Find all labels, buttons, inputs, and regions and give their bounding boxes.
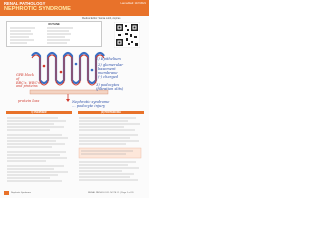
outline-lines — [7, 26, 101, 46]
overview-text-lines — [6, 116, 72, 190]
header-date: Last edited: 11/7/2021 — [120, 2, 146, 5]
protein-loss-label: protein loss — [18, 99, 40, 103]
qr-code-icon — [114, 22, 140, 48]
header-title-1: RENAL PATHOLOGY — [4, 1, 46, 6]
nephrotic-syndrome-label: Nephrotic syndrome … podocyte injury — [72, 100, 110, 108]
gfb-block-label: GFB block of RBC's, WBC's and proteins — [16, 73, 40, 89]
proteinuria-text-lines — [78, 116, 144, 190]
overview-header: I) OVERVIEW — [6, 111, 72, 114]
header-subtitle: Medical Editor: Samia Lubb, Aspiras — [82, 17, 121, 20]
outline-title: OUTLINE — [48, 23, 60, 26]
document-page — [0, 0, 149, 198]
footer-logo-icon — [4, 191, 9, 195]
outline-box — [6, 21, 102, 47]
footer-left: Nephrotic Syndrome — [11, 192, 31, 194]
footer-right: RENAL PATHOLOGY: NOTE #1 | Page 1 of 20 — [88, 192, 134, 194]
gbm-label: 2) glomerular basement membrane (-) charged — [98, 63, 124, 79]
epithelium-label: 1) Epithelium — [96, 57, 121, 61]
page-header — [0, 0, 149, 16]
podocytes-label: 3) podocytes (filtration slits) — [96, 83, 124, 91]
header-title-2: NEPHROTIC SYNDROME — [4, 6, 71, 12]
proteinuria-header: (2) PROTEINURIA — [78, 111, 144, 114]
